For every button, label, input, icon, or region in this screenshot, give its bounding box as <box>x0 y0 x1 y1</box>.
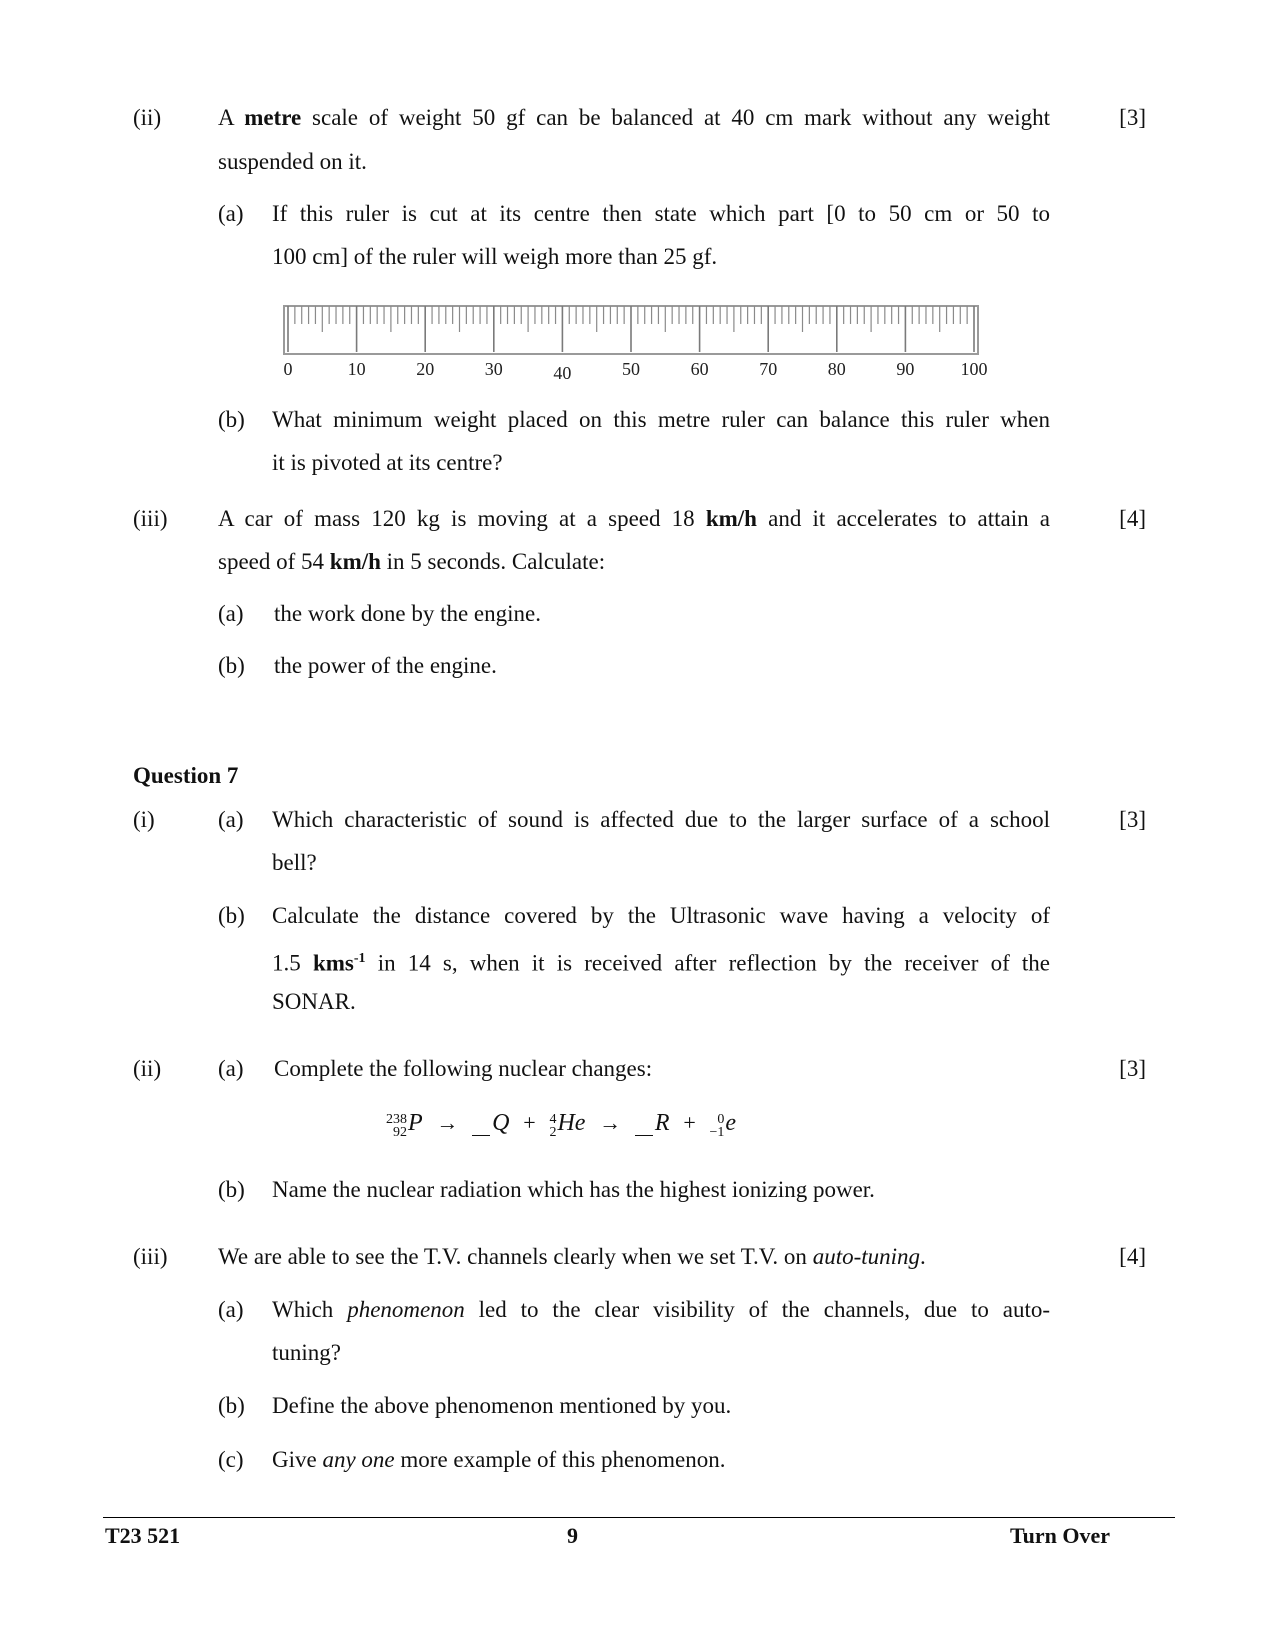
q7-ii-a-label: (a) <box>218 1056 244 1081</box>
q-blank <box>472 1113 490 1136</box>
q6-ii-b-line1: What minimum weight placed on this metre ruler can balance this ruler when <box>272 407 1050 432</box>
ruler-label: 30 <box>484 359 503 379</box>
q6-iii-number: (iii) <box>133 506 168 531</box>
ruler-label: 60 <box>690 359 709 379</box>
q7-ii-b-label: (b) <box>218 1177 245 1202</box>
r-blank <box>635 1113 653 1136</box>
p-nuclide-numbers: 238 92 <box>386 1112 407 1140</box>
q7-iii-number: (iii) <box>133 1244 168 1269</box>
q6-iii-a-label: (a) <box>218 601 244 626</box>
nuclear-equation <box>386 1110 736 1150</box>
q7-ii-marks: [3] <box>1119 1056 1146 1081</box>
ruler-label: 100 <box>960 359 988 379</box>
ruler-label: 90 <box>896 359 915 379</box>
q7-i-marks: [3] <box>1119 807 1146 832</box>
q6-ii-marks: [3] <box>1119 105 1146 130</box>
ruler-label: 10 <box>347 359 366 379</box>
q7-i-a-line2: bell? <box>272 850 317 875</box>
footer-page-number: 9 <box>567 1523 578 1548</box>
he-symbol: He <box>557 1110 586 1136</box>
metre-ruler-figure <box>280 302 990 388</box>
plus-1: + <box>523 1110 536 1135</box>
q7-i-b-line3: SONAR. <box>272 989 356 1014</box>
q7-iii-b-text: Define the above phenomenon mentioned by you. <box>272 1393 732 1418</box>
p-symbol: P <box>408 1110 423 1136</box>
q6-ii-a-line2: 100 cm] of the ruler will weigh more than 25 gf. <box>272 244 718 269</box>
q-symbol: Q <box>492 1110 510 1136</box>
q7-i-a-line1: Which characteristic of sound is affected due to the larger surface of a school <box>272 807 1050 832</box>
q7-iii-c-label: (c) <box>218 1447 244 1472</box>
q7-i-number: (i) <box>133 807 155 832</box>
q7-i-b-label: (b) <box>218 903 245 928</box>
q6-ii-b-label: (b) <box>218 407 245 432</box>
q7-iii-a-label: (a) <box>218 1297 244 1322</box>
question-7-heading: Question 7 <box>133 763 239 788</box>
q7-i-a-label: (a) <box>218 807 244 832</box>
q7-iii-a-line2: tuning? <box>272 1340 341 1365</box>
ruler-label: 0 <box>283 359 293 379</box>
q7-iii-marks: [4] <box>1119 1244 1146 1269</box>
e-symbol: e <box>725 1110 737 1136</box>
ruler-label: 20 <box>416 359 435 379</box>
q6-iii-marks: [4] <box>1119 506 1146 531</box>
q7-ii-number: (ii) <box>133 1056 162 1081</box>
q6-ii-b-line2: it is pivoted at its centre? <box>272 450 503 475</box>
q6-iii-line1: A car of mass 120 kg is moving at a speed 18 km/h and it accelerates to attain a <box>218 506 1050 531</box>
ruler-label: 50 <box>622 359 640 379</box>
q7-iii-b-label: (b) <box>218 1393 245 1418</box>
e-nuclide-numbers: 0 −1 <box>709 1112 725 1140</box>
q7-i-b-line2: 1.5 kms$^{-1}$ in 14 s, when it is received after reflection by the receiver of the <box>272 950 1051 976</box>
r-symbol: R <box>654 1110 670 1136</box>
q6-ii-a-line1: If this ruler is cut at its centre then state which part [0 to 50 cm or 50 to <box>272 201 1050 226</box>
q7-i-b-line1: Calculate the distance covered by the Ultrasonic wave having a velocity of <box>272 903 1050 928</box>
q7-iii-a-line1: Which phenomenon led to the clear visibility of the channels, due to auto- <box>272 1297 1051 1322</box>
plus-2: + <box>683 1110 696 1135</box>
q7-iii-c-text: Give any one more example of this phenomenon. <box>272 1447 726 1472</box>
arrow-1: → <box>436 1110 459 1135</box>
footer-rule <box>103 1517 1175 1518</box>
q7-iii-text: We are able to see the T.V. channels clearly when we set T.V. on auto-tuning. <box>218 1244 926 1269</box>
ruler-label: 70 <box>759 359 778 379</box>
ruler-label: 80 <box>827 359 846 379</box>
ruler-labels <box>284 359 988 383</box>
q6-iii-a-text: the work done by the engine. <box>274 601 541 626</box>
q6-iii-line2: speed of 54 km/h in 5 seconds. Calculate: <box>218 549 606 574</box>
q6-ii-a-label: (a) <box>218 201 244 226</box>
footer-turn-over: Turn Over <box>1010 1523 1111 1548</box>
q6-ii-text-line1: A metre scale of weight 50 gf can be balanced at 40 cm mark without any weight <box>218 105 1051 130</box>
q7-ii-a-text: Complete the following nuclear changes: <box>274 1056 653 1081</box>
q6-iii-b-label: (b) <box>218 653 245 678</box>
arrow-2: → <box>599 1110 622 1135</box>
he-nuclide-numbers: 4 2 <box>549 1112 557 1140</box>
q7-ii-b-text: Name the nuclear radiation which has the highest ionizing power. <box>272 1177 875 1202</box>
ruler-label: 40 <box>553 363 572 383</box>
q6-iii-b-text: the power of the engine. <box>274 653 497 678</box>
footer-paper-code: T23 521 <box>105 1523 181 1548</box>
q6-ii-number: (ii) <box>133 105 162 130</box>
q6-ii-text-line2: suspended on it. <box>218 149 367 174</box>
